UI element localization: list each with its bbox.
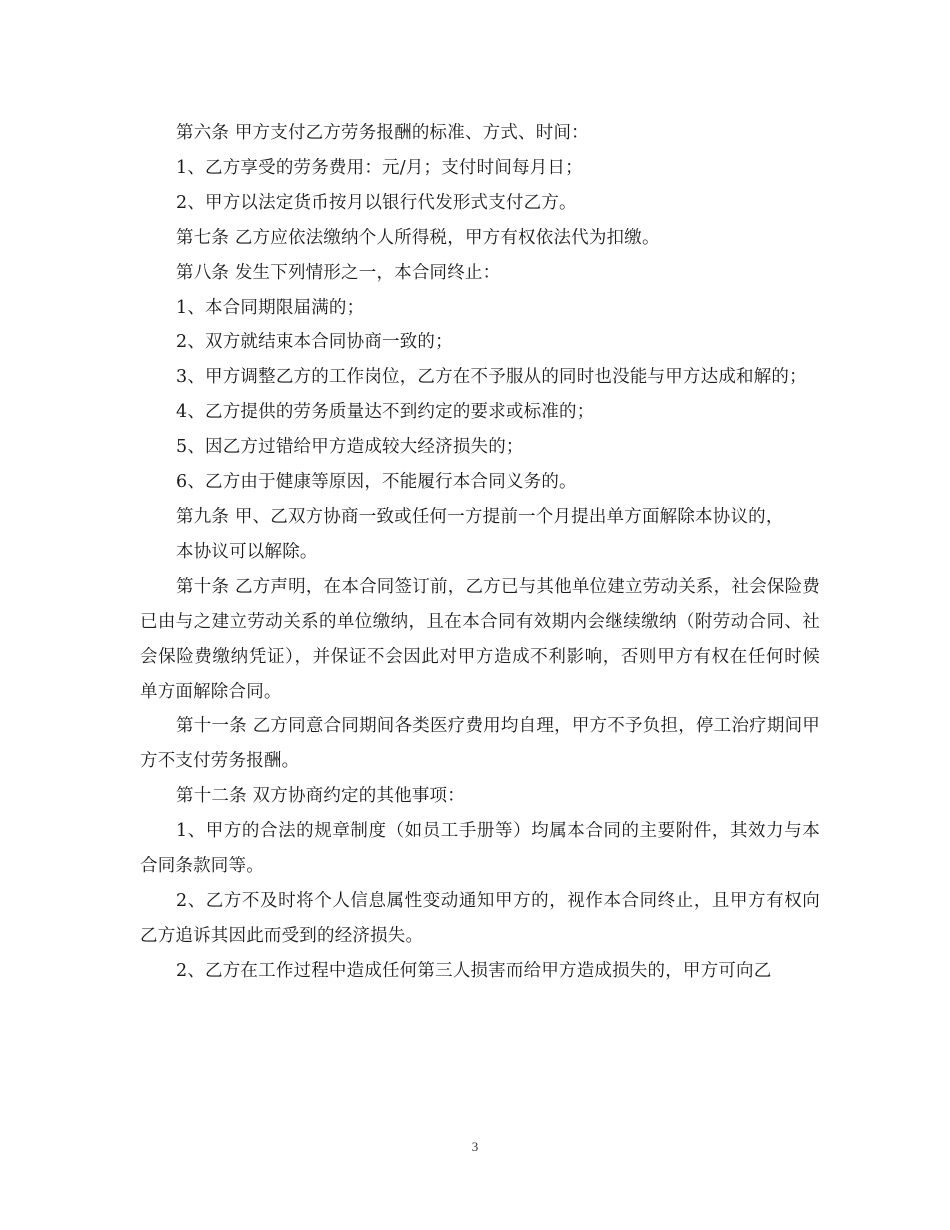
article-12-item-3: 2、乙方在工作过程中造成任何第三人损害而给甲方造成损失的，甲方可向乙 <box>176 960 772 981</box>
article-10: 第十条 乙方声明，在本合同签订前，乙方已与其他单位建立劳动关系，社会保险费已由与之建立劳动关系的单位缴纳，且在本合同有效期内会继续缴纳（附劳动合同、社会保险费缴纳凭证），并保证不会因此对甲方造成不利影响，否则甲方有权在任何时候单方面解除合同。 <box>140 576 820 702</box>
article-8-item-5: 5、因乙方过错给甲方造成较大经济损失的； <box>176 437 524 458</box>
article-8-item-6: 6、乙方由于健康等原因，不能履行本合同义务的。 <box>176 472 577 493</box>
article-6-item-2: 2、甲方以法定货币按月以银行代发形式支付乙方。 <box>176 192 577 213</box>
article-6-heading: 第六条 甲方支付乙方劳务报酬的标准、方式、时间： <box>176 123 589 143</box>
article-11: 第十一条 乙方同意合同期间各类医疗费用均自理，甲方不予负担，停工治疗期间甲方不支付劳务报酬。 <box>140 716 820 772</box>
article-9-continuation: 本协议可以解除。 <box>176 541 318 562</box>
article-9: 第九条 甲、乙双方协商一致或任何一方提前一个月提出单方面解除本协议的， <box>176 506 784 527</box>
article-8-item-3: 3、甲方调整乙方的工作岗位，乙方在不予服从的同时也没能与甲方达成和解的； <box>176 367 807 388</box>
article-12-item-1: 1、甲方的合法的规章制度（如员工手册等）均属本合同的主要附件，其效力与本合同条款同等。 <box>140 821 820 877</box>
article-12-heading: 第十二条 双方协商约定的其他事项： <box>176 786 465 807</box>
document-body <box>140 116 820 989</box>
article-8-item-2: 2、双方就结束本合同协商一致的； <box>176 332 453 353</box>
page-number: 3 <box>471 1139 479 1154</box>
article-8-heading: 第八条 发生下列情形之一，本合同终止： <box>176 262 501 283</box>
article-6-item-1: 1、乙方享受的劳务费用：元/月；支付时间每月日； <box>176 157 583 178</box>
article-8-item-4: 4、乙方提供的劳务质量达不到约定的要求或标准的； <box>176 402 595 423</box>
article-12-item-2: 2、乙方不及时将个人信息属性变动通知甲方的，视作本合同终止，且甲方有权向乙方追诉其因此而受到的经济损失。 <box>140 890 820 946</box>
article-8-item-1: 1、本合同期限届满的； <box>176 297 365 318</box>
article-7: 第七条 乙方应依法缴纳个人所得税，甲方有权依法代为扣缴。 <box>176 227 660 248</box>
